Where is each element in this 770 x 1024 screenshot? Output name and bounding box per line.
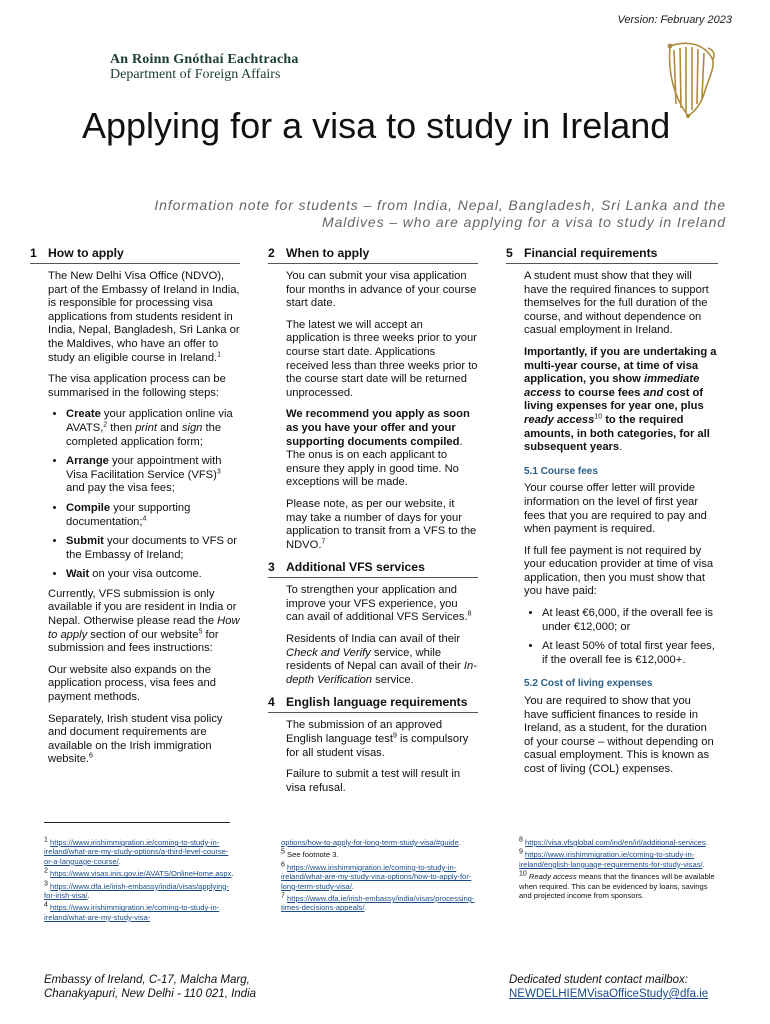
section-heading: [30, 246, 240, 264]
footnote-link[interactable]: https://www.irishimmigration.ie/coming-to-study-in-ireland/what-are-my-study-visa-options/how-to-apply-for-long-term-study-visa/: [281, 862, 472, 891]
embassy-address: [44, 973, 256, 1001]
text-run: the completed application form;: [66, 421, 222, 448]
address-line-2: Chanakyapuri, New Delhi - 110 021, India: [44, 988, 257, 1000]
text-run: your supporting documentation;: [66, 501, 191, 528]
section-heading: [268, 560, 478, 578]
footnote-number: 2: [44, 867, 48, 875]
footnote: [44, 903, 234, 922]
section-number: 2: [268, 246, 275, 260]
footnote: [44, 882, 234, 901]
paragraph: [286, 270, 478, 311]
footnote-punct: .: [231, 869, 234, 879]
bold-italic-text: ready access: [524, 413, 595, 426]
footnote: [281, 894, 477, 913]
footnote-ref: 2: [103, 421, 108, 429]
footnote-ref: 3: [216, 467, 221, 475]
section-heading: [268, 695, 478, 713]
footnote-punct: .: [364, 903, 367, 913]
footnote-punct: .: [87, 891, 90, 901]
section-title: Additional VFS services: [286, 560, 425, 575]
harp-icon: [664, 40, 718, 118]
mailbox-label: Dedicated student contact mailbox:: [509, 974, 688, 986]
footnote: [519, 850, 715, 869]
footnote-ref: 6: [89, 752, 93, 760]
text-run: .: [619, 441, 623, 454]
text-run: To strengthen your application and improve your VFS experience, you can avail of additional VFS Services.: [286, 584, 468, 624]
column-1: [30, 246, 240, 775]
bold-text: Wait: [66, 568, 90, 581]
bold-text: Create: [66, 408, 101, 421]
mailbox-email-link[interactable]: NEWDELHIEMVisaOfficeStudy@dfa.ie: [509, 988, 709, 1000]
footnote-ref: 10: [594, 413, 603, 421]
italic-text: In-depth Verification: [286, 660, 477, 686]
paragraph: [48, 270, 240, 365]
text-run: service.: [372, 673, 414, 686]
footnote-rule: [44, 822, 230, 823]
footnote-punct: .: [705, 838, 708, 847]
column-3: [506, 246, 718, 785]
footnote: [44, 838, 234, 866]
text-run: A student must show that they will have the required finances to support themselves for the full duration of the course, and without dependence on casual employment in Ireland.: [524, 270, 709, 337]
italic-text: sign: [181, 421, 203, 434]
footnote: [281, 838, 477, 847]
list-item: [66, 502, 240, 529]
text-run: At least €6,000, if the overall fee is under €12,000; or: [542, 607, 714, 633]
address-line-1: Embassy of Ireland, C-17, Malcha Marg,: [44, 974, 250, 986]
footnote-ref: 7: [321, 537, 326, 545]
bold-text: We recommend you apply as soon as you have your offer and your supporting documents compiled: [286, 408, 470, 448]
footnote: [519, 872, 715, 900]
bold-text: to course fees: [561, 386, 644, 399]
footnote-link[interactable]: options/how-to-apply-for-long-term-study-visa/#guide: [281, 838, 459, 847]
section-number: 4: [268, 695, 275, 710]
list-item: [66, 535, 240, 562]
footnotes-column-1: [44, 838, 234, 925]
italic-text: How to apply: [48, 615, 240, 641]
footnotes-column-2: [281, 838, 477, 916]
paragraph: [286, 633, 478, 687]
column-2: [268, 246, 478, 803]
bold-text: Importantly, if you are undertaking a multi-year course, at time of visa application, you show: [524, 345, 717, 386]
text-run: Your course offer letter will provide information on the level of first year fees that you are required to pay and when payment is required.: [524, 482, 707, 536]
text-run: Please note, as per our website, it may take a number of days for your application to transit from a VFS to the NDVO.: [286, 497, 477, 551]
paragraph: [524, 270, 718, 338]
text-run: then: [107, 421, 136, 434]
footnote-ref: 9: [392, 732, 397, 740]
footnote-text: See footnote 3.: [287, 850, 339, 860]
footnote-punct: .: [458, 838, 461, 847]
footnote-punct: .: [118, 856, 121, 866]
bold-italic-text: and: [643, 386, 664, 399]
text-run: Failure to submit a test will result in visa refusal.: [286, 768, 461, 794]
page-title: Applying for a visa to study in Ireland: [82, 105, 671, 146]
footnote-link[interactable]: https://www.irishimmigration.ie/coming-to-study-in-ireland/what-are-my-study-visa-: [44, 903, 220, 922]
text-run: for submission and fees instructions:: [48, 628, 219, 655]
text-run: The New Delhi Visa Office (NDVO), part of the Embassy of Ireland in India, is responsible for processing visa applications from students resident in India, Nepal, Bangladesh, Sri Lanka or the Maldives, who have an offer to study an eligible course in Ireland.: [48, 270, 240, 364]
footnote-link[interactable]: https://www.visas.inis.gov.ie/AVATS/OnlineHome.aspx: [50, 869, 232, 879]
text-run: section of our website: [87, 628, 199, 641]
footnote-punct: .: [702, 859, 705, 869]
text-run: . The onus is on each applicant to ensure they apply in good time. No exceptions will be made.: [286, 435, 463, 489]
paragraph: [524, 545, 718, 599]
text-run: Our website also expands on the application process, visa fees and payment methods.: [48, 663, 216, 704]
page-subtitle: Information note for students – from India, Nepal, Bangladesh, Sri Lanka and the Maldives – who are applying for a visa to study in Ireland: [154, 197, 726, 230]
footnote-link[interactable]: https://www.irishimmigration.ie/coming-to-study-in-ireland/what-are-my-study-options/a-third-level-course-or-a-language-course/: [44, 838, 229, 866]
text-run: and pay the visa fees;: [66, 482, 175, 495]
paragraph: [524, 695, 718, 777]
paragraph: [286, 719, 478, 760]
text-run: Residents of India can avail of their: [286, 633, 461, 646]
text-run: You are required to show that you have sufficient finances to reside in Ireland, as a student, for the duration of your course – without depending on casual employment. This is known as cost of living (COL) expenses.: [524, 695, 714, 775]
bold-text: Submit: [66, 535, 104, 548]
section-number: 3: [268, 560, 275, 575]
paragraph: [48, 713, 240, 767]
bold-text: Compile: [66, 501, 111, 514]
text-run: The visa application process can be summarised in the following steps:: [48, 373, 226, 399]
paragraph: [286, 408, 478, 490]
footnote-number: 3: [44, 880, 48, 888]
footnote-number: 5: [281, 848, 285, 856]
footnote-link[interactable]: https://www.dfa.ie/irish-embassy/india/visas/processing-times-decisions-appeals/: [281, 894, 475, 913]
bold-text: to the required amounts, in both categories, for all subsequent years: [524, 413, 710, 454]
footnote-number: 7: [281, 892, 285, 900]
department-logo-text: [110, 52, 299, 82]
text-run: your documents to VFS or the Embassy of Ireland;: [66, 535, 237, 561]
list-item: [542, 640, 718, 667]
footnote-number: 9: [519, 848, 523, 856]
text-run: your appointment with Visa Facilitation Service (VFS): [66, 455, 222, 481]
bold-text: cost of living expenses for year one, plus: [524, 386, 704, 413]
paragraph: [524, 482, 718, 536]
paragraph: [286, 768, 478, 795]
subsection-heading: 5.1 Course fees: [524, 465, 598, 477]
section-title: English language requirements: [286, 695, 468, 710]
italic-text: Check and Verify: [286, 646, 371, 659]
text-run: At least 50% of total first year fees, if the overall fee is €12,000+.: [542, 640, 715, 666]
footnote-ref: 8: [467, 610, 472, 618]
bullet-list: [524, 607, 718, 667]
text-run: is compulsory for all student visas.: [286, 733, 469, 759]
section-number: 5: [506, 246, 513, 260]
footnote-link[interactable]: https://visa.vfsglobal.com/ind/en/irl/additional-services: [525, 838, 706, 847]
paragraph: [286, 319, 478, 401]
bold-italic-text: immediate access: [524, 373, 700, 399]
subsection-heading: 5.2 Cost of living expenses: [524, 678, 653, 690]
text-run: You can submit your visa application four months in advance of your course start date.: [286, 270, 477, 310]
italic-text: print: [135, 421, 157, 434]
section-heading: [268, 246, 478, 264]
department-name-irish: An Roinn Gnóthaí Eachtracha: [110, 52, 299, 67]
contact-mailbox: [509, 973, 708, 1001]
text-run: The latest we will accept an application is three weeks prior to your course start date. Applications received less than three weeks prior to the course start date will be returned unprocessed.: [286, 318, 478, 399]
footnote-number: 8: [519, 836, 523, 844]
text-run: and: [156, 421, 182, 434]
section-title: How to apply: [48, 246, 124, 260]
section-heading: [506, 246, 718, 264]
text-run: your application online via AVATS,: [66, 408, 233, 434]
paragraph: [286, 498, 478, 552]
list-item: [66, 408, 240, 449]
footnote-link[interactable]: https://www.irishimmigration.ie/coming-to-study-in-ireland/english-language-requirements-for-study-visas/: [519, 850, 703, 869]
footnote-ref: 4: [142, 514, 147, 522]
footnotes-column-3: [519, 838, 715, 903]
footnote-number: 6: [281, 861, 285, 869]
bullet-list: [48, 408, 240, 582]
department-name-english: Department of Foreign Affairs: [110, 67, 281, 82]
footnote: [44, 869, 234, 878]
paragraph: [286, 584, 478, 625]
footnote-ref: 5: [198, 627, 203, 635]
list-item: [66, 568, 240, 582]
text-run: The submission of an approved English language test: [286, 719, 443, 746]
text-run: Currently, VFS submission is only available if you are resident in India or Nepal. Otherwise please read the: [48, 587, 237, 628]
footnote: [281, 863, 477, 891]
section-title: When to apply: [286, 246, 370, 260]
footnote-link[interactable]: https://www.dfa.ie/irish-embassy/india/visas/applying-for-irish-visa/: [44, 881, 229, 901]
bold-text: Arrange: [66, 455, 109, 468]
section-number: 1: [30, 246, 37, 260]
text-run: If full fee payment is not required by your education provider at time of visa application, then you must show that you have paid:: [524, 544, 714, 598]
paragraph: [48, 588, 240, 656]
footnote-number: 4: [44, 901, 48, 909]
text-run: on your visa outcome.: [89, 568, 202, 581]
section-title: Financial requirements: [524, 246, 658, 260]
version-label: Version: February 2023: [617, 14, 732, 26]
italic-text: Ready access: [528, 872, 577, 882]
list-item: [66, 455, 240, 496]
footnote: [281, 850, 477, 859]
footnote: [519, 838, 715, 847]
list-item: [542, 607, 718, 634]
footnote-punct: .: [351, 881, 355, 891]
paragraph: [48, 373, 240, 400]
paragraph: [48, 664, 240, 705]
footnote-text: means that the finances will be available when required. This can be evidenced by loans, savings and projected income from sponsors.: [519, 872, 715, 901]
footnote-number: 10: [519, 870, 527, 878]
text-run: service, while residents of Nepal can avail of their: [286, 646, 464, 673]
footnote-ref: 1: [217, 350, 222, 358]
footnote-number: 1: [44, 836, 48, 844]
paragraph: [524, 346, 718, 455]
text-run: Separately, Irish student visa policy and document requirements are available on the Irish immigration website.: [48, 712, 223, 766]
